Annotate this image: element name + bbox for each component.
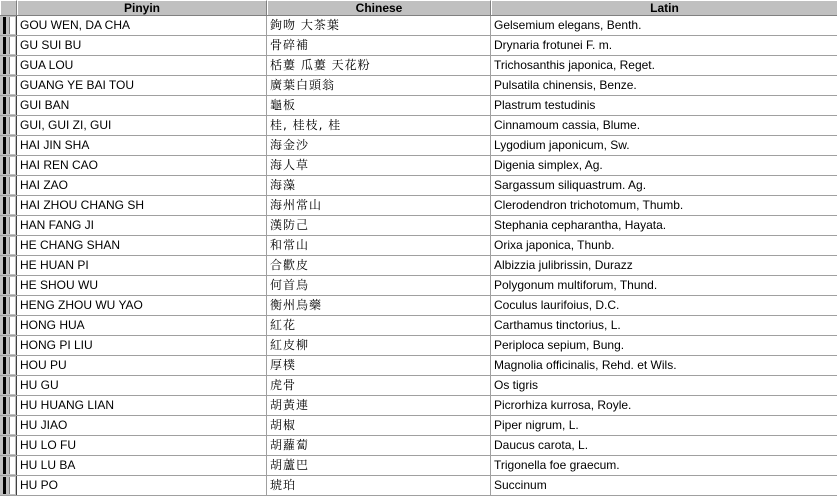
chinese-cell[interactable]: 海人草: [267, 156, 491, 175]
chinese-cell[interactable]: 何首烏: [267, 276, 491, 295]
latin-cell[interactable]: Digenia simplex, Ag.: [494, 158, 603, 172]
row-selector[interactable]: [0, 436, 17, 455]
table-row[interactable]: [0, 296, 837, 316]
table-row[interactable]: [0, 256, 837, 276]
row-selector[interactable]: [0, 296, 17, 315]
chinese-cell[interactable]: 龜板: [267, 96, 491, 115]
row-selector[interactable]: [0, 356, 17, 375]
pinyin-cell[interactable]: GUI, GUI ZI, GUI: [17, 116, 267, 135]
latin-cell[interactable]: Plastrum testudinis: [494, 98, 596, 112]
chinese-cell[interactable]: 海金沙: [267, 136, 491, 155]
pinyin-cell[interactable]: GU SUI BU: [17, 36, 267, 55]
latin-cell[interactable]: Orixa japonica, Thunb.: [494, 238, 615, 252]
row-selector[interactable]: [0, 376, 17, 395]
latin-cell[interactable]: Stephania cepharantha, Hayata.: [494, 218, 667, 232]
table-row[interactable]: [0, 476, 837, 496]
latin-cell[interactable]: Pulsatila chinensis, Benze.: [494, 78, 637, 92]
table-row[interactable]: [0, 36, 837, 56]
latin-cell[interactable]: Os tigris: [494, 378, 539, 392]
pinyin-cell[interactable]: HAI REN CAO: [17, 156, 267, 175]
chinese-cell[interactable]: 栝蔞 瓜蔞 天花粉: [267, 56, 491, 75]
pinyin-cell[interactable]: HU PO: [17, 476, 267, 495]
row-selector[interactable]: [0, 456, 17, 475]
table-row[interactable]: [0, 376, 837, 396]
table-row[interactable]: [0, 276, 837, 296]
chinese-cell[interactable]: 厚樸: [267, 356, 491, 375]
latin-cell[interactable]: Picrorhiza kurrosa, Royle.: [494, 398, 632, 412]
table-row[interactable]: [0, 16, 837, 36]
latin-cell[interactable]: Coculus laurifoius, D.C.: [494, 298, 620, 312]
chinese-cell[interactable]: 虎骨: [267, 376, 491, 395]
row-selector[interactable]: [0, 116, 17, 135]
latin-cell[interactable]: Piper nigrum, L.: [494, 418, 579, 432]
chinese-cell[interactable]: 廣葉白頭翁: [267, 76, 491, 95]
pinyin-cell[interactable]: HU GU: [17, 376, 267, 395]
table-row[interactable]: [0, 176, 837, 196]
table-row[interactable]: [0, 416, 837, 436]
chinese-cell[interactable]: 紅花: [267, 316, 491, 335]
row-selector[interactable]: [0, 16, 17, 35]
table-row[interactable]: [0, 196, 837, 216]
chinese-cell[interactable]: 衡州烏藥: [267, 296, 491, 315]
table-row[interactable]: [0, 356, 837, 376]
pinyin-cell[interactable]: HONG HUA: [17, 316, 267, 335]
latin-cell[interactable]: Gelsemium elegans, Benth.: [494, 18, 642, 32]
table-row[interactable]: [0, 136, 837, 156]
table-row[interactable]: [0, 56, 837, 76]
row-selector[interactable]: [0, 36, 17, 55]
table-row[interactable]: [0, 116, 837, 136]
chinese-cell[interactable]: 漢防己: [267, 216, 491, 235]
table-row[interactable]: [0, 96, 837, 116]
pinyin-cell[interactable]: HOU PU: [17, 356, 267, 375]
row-selector[interactable]: [0, 176, 17, 195]
row-selector[interactable]: [0, 416, 17, 435]
pinyin-cell[interactable]: GOU WEN, DA CHA: [17, 16, 267, 35]
latin-cell[interactable]: Albizzia julibrissin, Durazz: [494, 258, 633, 272]
grid-body: [0, 16, 837, 496]
row-selector[interactable]: [0, 96, 17, 115]
table-row[interactable]: [0, 316, 837, 336]
row-selector[interactable]: [0, 256, 17, 275]
latin-cell[interactable]: Sargassum siliquastrum. Ag.: [494, 178, 647, 192]
chinese-cell[interactable]: 胡蘆巴: [267, 456, 491, 475]
chinese-cell[interactable]: 鉤吻 大茶葉: [267, 16, 491, 35]
table-row[interactable]: [0, 456, 837, 476]
table-row[interactable]: [0, 436, 837, 456]
pinyin-cell[interactable]: HU HUANG LIAN: [17, 396, 267, 415]
pinyin-cell[interactable]: HU JIAO: [17, 416, 267, 435]
pinyin-cell[interactable]: HE HUAN PI: [17, 256, 267, 275]
chinese-cell[interactable]: 海州常山: [267, 196, 491, 215]
chinese-cell[interactable]: 胡椒: [267, 416, 491, 435]
column-header-pinyin[interactable]: Pinyin: [17, 0, 267, 15]
latin-cell[interactable]: Periploca sepium, Bung.: [494, 338, 625, 352]
row-selector[interactable]: [0, 136, 17, 155]
row-selector[interactable]: [0, 396, 17, 415]
row-selector[interactable]: [0, 76, 17, 95]
table-row[interactable]: [0, 216, 837, 236]
latin-cell[interactable]: Daucus carota, L.: [494, 438, 589, 452]
chinese-cell[interactable]: 骨碎補: [267, 36, 491, 55]
grid-header-row: [0, 0, 837, 16]
row-selector[interactable]: [0, 196, 17, 215]
chinese-cell[interactable]: 合歡皮: [267, 256, 491, 275]
latin-cell[interactable]: Cinnamoum cassia, Blume.: [494, 118, 641, 132]
column-header-latin[interactable]: Latin: [491, 0, 837, 15]
latin-cell[interactable]: Carthamus tinctorius, L.: [494, 318, 621, 332]
pinyin-cell[interactable]: HAN FANG JI: [17, 216, 267, 235]
latin-cell[interactable]: Succinum: [494, 478, 547, 492]
pinyin-cell[interactable]: HAI ZAO: [17, 176, 267, 195]
table-row[interactable]: [0, 396, 837, 416]
chinese-cell[interactable]: 海藻: [267, 176, 491, 195]
pinyin-cell[interactable]: HU LU BA: [17, 456, 267, 475]
table-row[interactable]: [0, 156, 837, 176]
pinyin-cell[interactable]: HENG ZHOU WU YAO: [17, 296, 267, 315]
latin-cell[interactable]: Trichosanthis japonica, Reget.: [494, 58, 655, 72]
pinyin-cell[interactable]: HONG PI LIU: [17, 336, 267, 355]
row-selector[interactable]: [0, 476, 17, 495]
latin-cell[interactable]: Magnolia officinalis, Rehd. et Wils.: [494, 358, 677, 372]
pinyin-cell[interactable]: HAI ZHOU CHANG SH: [17, 196, 267, 215]
row-selector[interactable]: [0, 216, 17, 235]
pinyin-cell[interactable]: HAI JIN SHA: [17, 136, 267, 155]
latin-cell[interactable]: Polygonum multiforum, Thund.: [494, 278, 658, 292]
grid-corner-selector[interactable]: [0, 0, 17, 15]
pinyin-cell[interactable]: HU LO FU: [17, 436, 267, 455]
latin-cell[interactable]: Clerodendron trichotomum, Thumb.: [494, 198, 684, 212]
pinyin-cell[interactable]: GUANG YE BAI TOU: [17, 76, 267, 95]
row-selector[interactable]: [0, 56, 17, 75]
row-selector[interactable]: [0, 276, 17, 295]
chinese-cell[interactable]: 桂, 桂枝, 桂: [267, 116, 491, 135]
chinese-cell[interactable]: 紅皮柳: [267, 336, 491, 355]
chinese-cell[interactable]: 胡黃連: [267, 396, 491, 415]
row-selector[interactable]: [0, 316, 17, 335]
column-header-chinese[interactable]: Chinese: [267, 0, 491, 15]
row-selector[interactable]: [0, 336, 17, 355]
pinyin-cell[interactable]: GUI BAN: [17, 96, 267, 115]
pinyin-cell[interactable]: HE SHOU WU: [17, 276, 267, 295]
chinese-cell[interactable]: 琥珀: [267, 476, 491, 495]
latin-cell[interactable]: Drynaria frotunei F. m.: [494, 38, 613, 52]
pinyin-cell[interactable]: HE CHANG SHAN: [17, 236, 267, 255]
row-selector[interactable]: [0, 236, 17, 255]
latin-cell[interactable]: Lygodium japonicum, Sw.: [494, 138, 630, 152]
chinese-cell[interactable]: 和常山: [267, 236, 491, 255]
pinyin-cell[interactable]: GUA LOU: [17, 56, 267, 75]
table-row[interactable]: [0, 76, 837, 96]
table-row[interactable]: [0, 336, 837, 356]
latin-cell[interactable]: Trigonella foe graecum.: [494, 458, 620, 472]
table-row[interactable]: [0, 236, 837, 256]
chinese-cell[interactable]: 胡蘿蔔: [267, 436, 491, 455]
row-selector[interactable]: [0, 156, 17, 175]
